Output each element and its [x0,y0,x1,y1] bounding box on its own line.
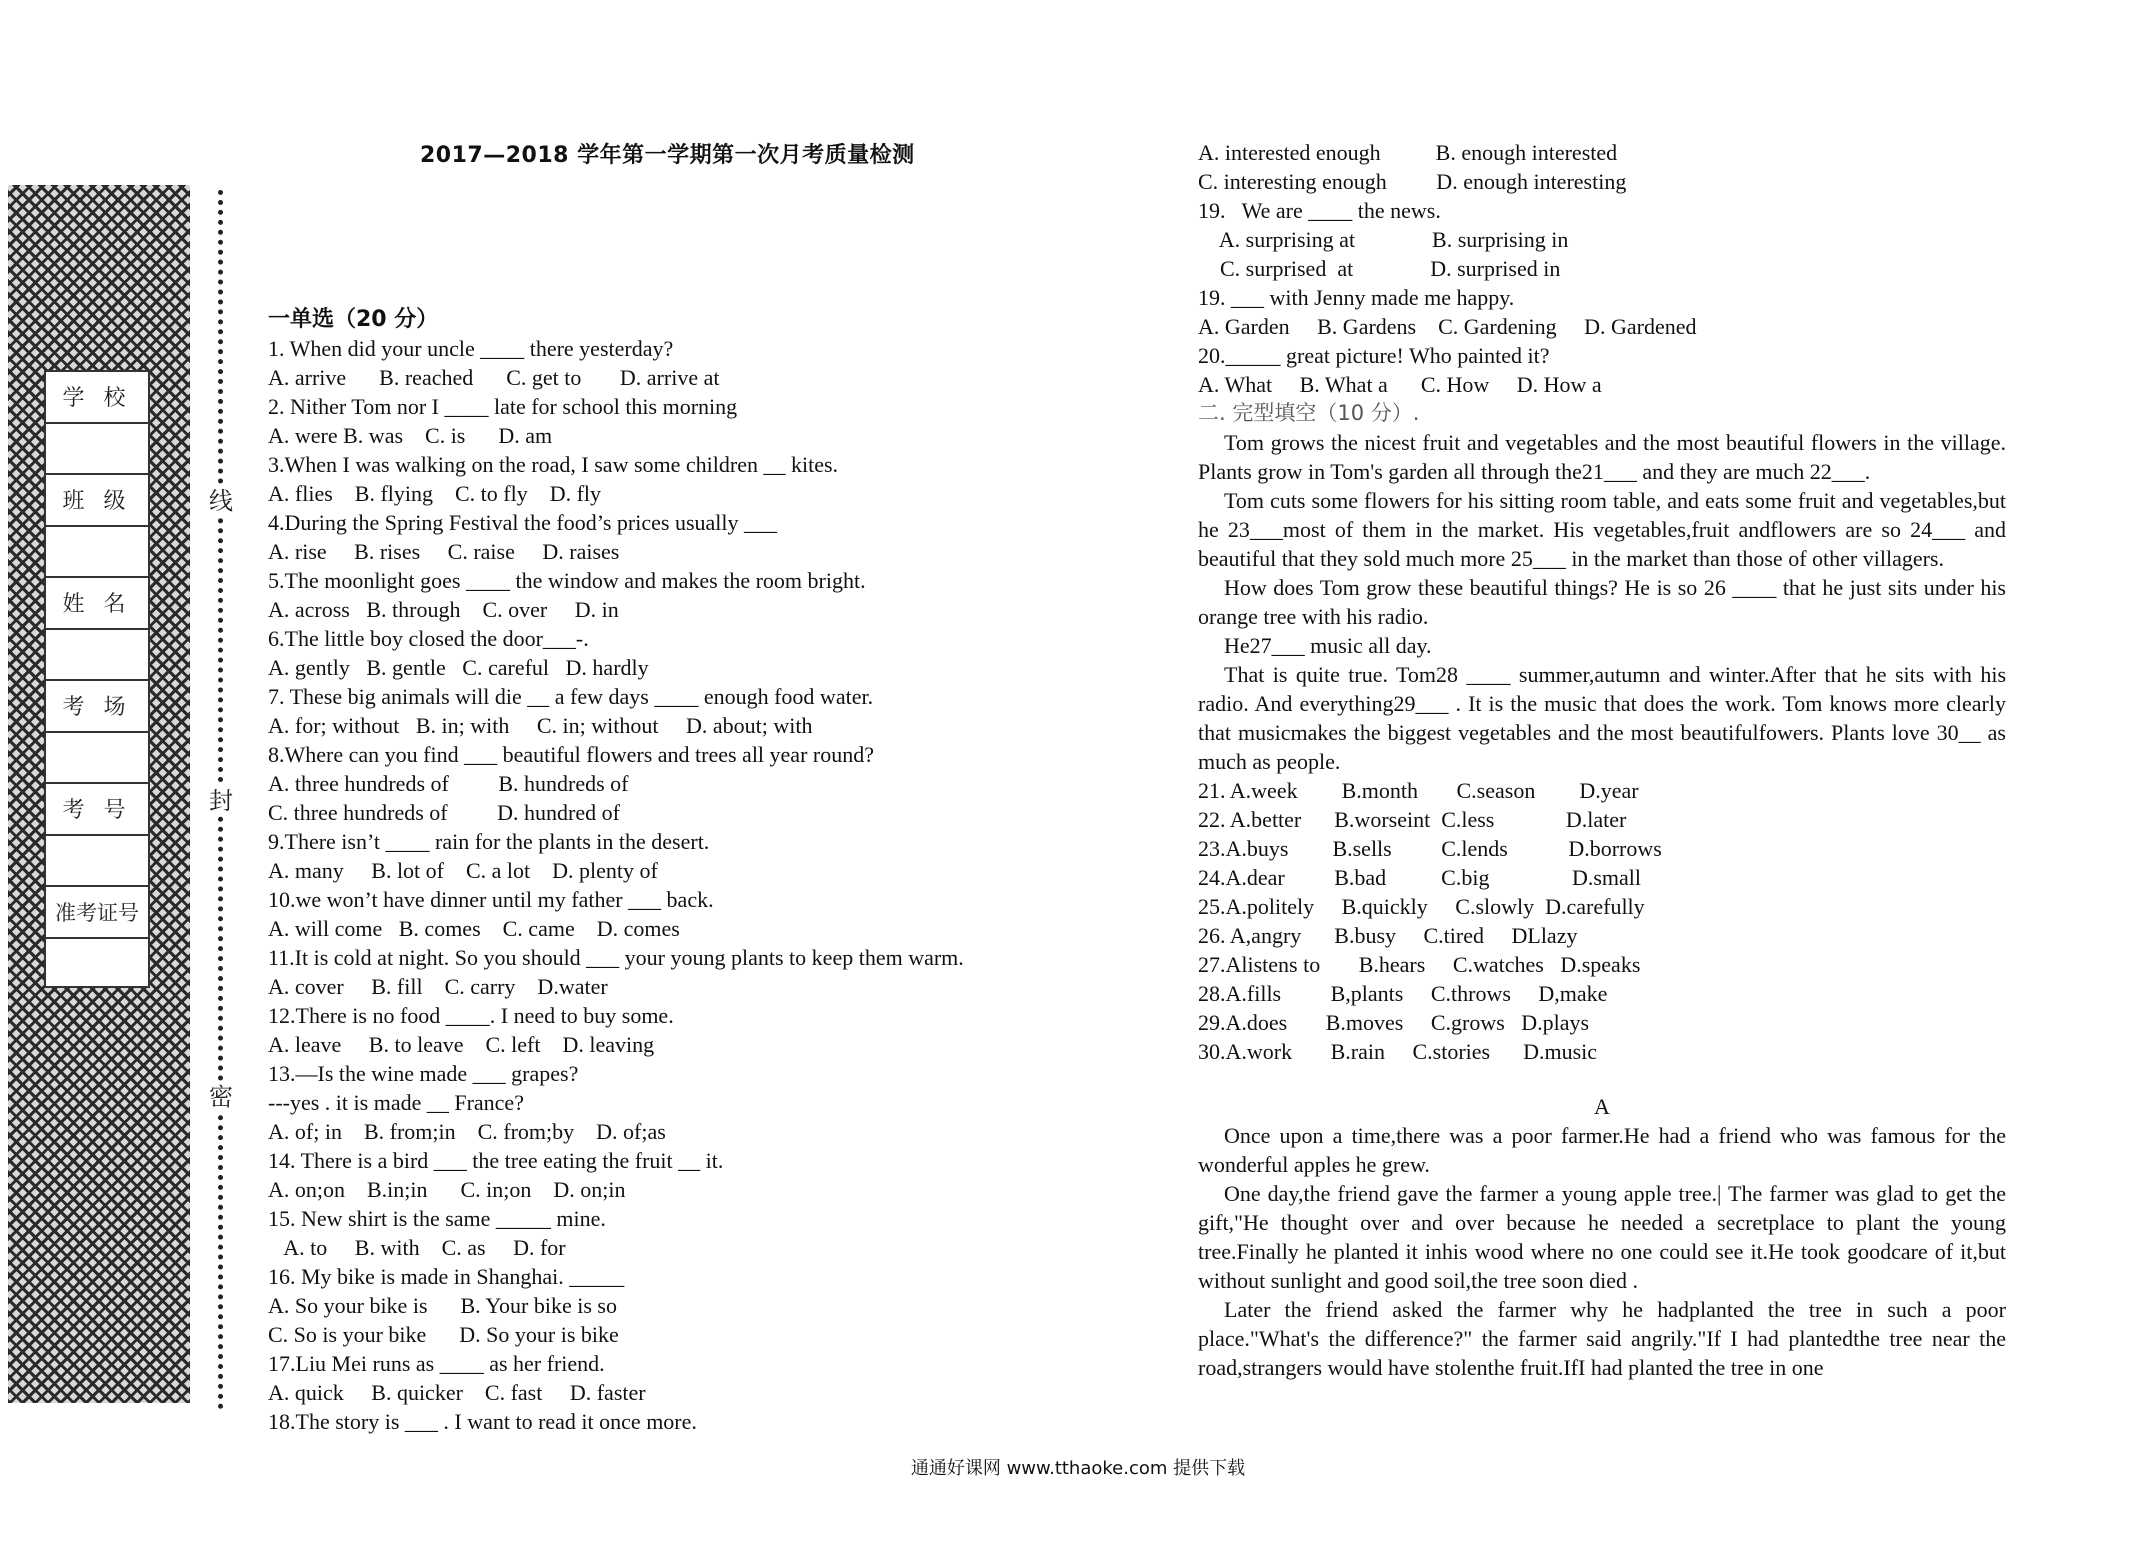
seal-char-line: 线 [209,487,233,515]
passage-paragraph: He27___ music all day. [1224,633,1432,658]
question-line: 8.Where can you find ___ beautiful flowers and trees all year round? [268,742,874,767]
question-line: C. surprised at D. surprised in [1198,256,1561,281]
question-line: 3.When I was walking on the road, I saw some children __ kites. [268,452,839,477]
question-line: 14. There is a bird ___ the tree eating the fruit __ it. [268,1148,724,1173]
question-line: 7. These big animals will die __ a few days ____ enough food water. [268,684,874,709]
question-line: 11.It is cold at night. So you should ___ your young plants to keep them warm. [268,945,964,970]
question-line: 19. We are ____ the news. [1198,198,1441,223]
option-line: 25.A.politely B.quickly C.slowly D.carefully [1198,894,1645,919]
field-admission-blank [46,939,148,991]
option-line: 28.A.fills B,plants C.throws D,make [1198,981,1608,1006]
passage-paragraph: Tom cuts some flowers for his sitting room table, and eats some fruit and vegetables,but he 23___most of them in the market. His vegetables,fruit andflowers are so 24___ and beautiful that they sold much more 25___ in the market than those of other villagers. [1198,488,2006,571]
passage-paragraph: How does Tom grow these beautiful things? He is so 26 ____ that he just sits under his orange tree with his radio. [1198,575,2006,629]
field-admission-label: 准考证号 [46,887,148,939]
passage-paragraph: Tom grows the nicest fruit and vegetables and the most beautiful flowers in the village. Plants grow in Tom's garden all through the21___ and they are much 22___. [1198,430,2006,484]
field-school-label: 学 校 [46,372,148,424]
question-line: A. So your bike is B. Your bike is so [268,1293,617,1318]
option-line: 29.A.does B.moves C.grows D.plays [1198,1010,1590,1035]
question-line: A. surprising at B. surprising in [1198,227,1569,252]
question-line: A. for; without B. in; with C. in; without D. about; with [268,713,813,738]
question-line: A. arrive B. reached C. get to D. arrive at [268,365,720,390]
question-line: 9.There isn’t ____ rain for the plants in the desert. [268,829,710,854]
question-line: A. of; in B. from;in C. from;by D. of;as [268,1119,666,1144]
footer-credit: 通通好课网 www.tthaoke.com 提供下载 [910,1458,1246,1479]
question-line: A. will come B. comes C. came D. comes [268,916,680,941]
field-school-blank [46,424,148,476]
field-name-label: 姓 名 [46,578,148,630]
question-line: A. Garden B. Gardens C. Gardening D. Gardened [1198,314,1697,339]
student-info-box [44,370,150,988]
question-line: A. interested enough B. enough interested [1198,140,1618,165]
question-line: ---yes . it is made __ France? [268,1090,524,1115]
cloze-options [1198,776,2006,1066]
question-line: 17.Liu Mei runs as ____ as her friend. [268,1351,605,1376]
question-line: 12.There is no food ____. I need to buy some. [268,1003,674,1028]
field-class-label: 班 级 [46,475,148,527]
question-line: A. leave B. to leave C. left D. leaving [268,1032,655,1057]
question-line: A. gently B. gentle C. careful D. hardly [268,655,649,680]
question-line: A. flies B. flying C. to fly D. fly [268,481,602,506]
cloze-heading: 二. 完型填空（10 分）. [1198,401,1420,425]
seal-char-secret: 密 [209,1083,233,1111]
question-line: A. across B. through C. over D. in [268,597,619,622]
reading-passage [1198,1121,2006,1382]
option-line: 22. A.better B.worseint C.less D.later [1198,807,1627,832]
passage-paragraph: That is quite true. Tom28 ____ summer,autumn and winter.After that he sits with his radio. And everything29___ . It is the music that does the work. Tom knows more clearly that musicmakes the biggest vegetables and the most beautifulfowers. Plants love 30__ as much as people. [1198,662,2006,774]
question-line: A. rise B. rises C. raise D. raises [268,539,620,564]
option-line: 24.A.dear B.bad C.big D.small [1198,865,1642,890]
field-class-blank [46,527,148,579]
question-line: A. to B. with C. as D. for [268,1235,566,1260]
question-line: 10.we won’t have dinner until my father ___ back. [268,887,714,912]
question-line: A. many B. lot of C. a lot D. plenty of [268,858,658,883]
seal-char-seal: 封 [209,787,233,815]
option-line: 30.A.work B.rain C.stories D.music [1198,1039,1598,1064]
question-line: 4.During the Spring Festival the food’s prices usually ___ [268,510,777,535]
question-line: 18.The story is ___ . I want to read it once more. [268,1409,697,1434]
passage-label: A [1594,1094,1610,1119]
question-line: A. three hundreds of B. hundreds of [268,771,629,796]
field-number-blank [46,836,148,888]
question-line: 2. Nither Tom nor I ____ late for school this morning [268,394,738,419]
left-question-list [268,334,1108,1436]
field-room-label: 考 场 [46,681,148,733]
exam-title: 2017—2018 学年第一学期第一次月考质量检测 [420,143,915,168]
field-room-blank [46,733,148,785]
passage-paragraph: One day,the friend gave the farmer a young apple tree.| The farmer was glad to get the gift,"He thought over and over because he needed a secretplace to plant the young tree.Finally he planted it inhis wood where no one could see it.He took goodcare of it,but without sunlight and good soil,the tree soon died . [1198,1181,2006,1293]
question-line: A. quick B. quicker C. fast D. faster [268,1380,646,1405]
question-line: 20._____ great picture! Who painted it? [1198,343,1550,368]
option-line: 21. A.week B.month C.season D.year [1198,778,1639,803]
question-line: 16. My bike is made in Shanghai. _____ [268,1264,625,1289]
passage-paragraph: Once upon a time,there was a poor farmer.He had a friend who was famous for the wonderful apples he grew. [1198,1123,2006,1177]
question-line: C. interesting enough D. enough interesting [1198,169,1627,194]
question-line: A. were B. was C. is D. am [268,423,553,448]
question-line: C. So is your bike D. So your is bike [268,1322,619,1347]
question-line: 1. When did your uncle ____ there yesterday? [268,336,674,361]
option-line: 26. A,angry B.busy C.tired DLlazy [1198,923,1578,948]
question-line: A. cover B. fill C. carry D.water [268,974,608,999]
right-column [1198,138,2006,1382]
field-name-blank [46,630,148,682]
passage-paragraph: Later the friend asked the farmer why he hadplanted the tree in such a poor place."What's the difference?" the farmer said angrily."If I had plantedthe tree near the road,strangers would have stolenthe fruit.IfI had planted the tree in one [1198,1297,2006,1380]
question-line: 19. ___ with Jenny made me happy. [1198,285,1515,310]
question-line: 6.The little boy closed the door___-. [268,626,589,651]
question-line: 15. New shirt is the same _____ mine. [268,1206,606,1231]
option-line: 23.A.buys B.sells C.lends D.borrows [1198,836,1662,861]
question-line: 13.—Is the wine made ___ grapes? [268,1061,579,1086]
right-question-list [1198,138,2006,399]
section1-heading: 一单选（20 分） [268,307,439,332]
question-line: A. on;on B.in;in C. in;on D. on;in [268,1177,626,1202]
question-line: C. three hundreds of D. hundred of [268,800,620,825]
question-line: 5.The moonlight goes ____ the window and makes the room bright. [268,568,866,593]
field-number-label: 考 号 [46,784,148,836]
cloze-passage [1198,428,2006,776]
question-line: A. What B. What a C. How D. How a [1198,372,1602,397]
option-line: 27.Alistens to B.hears C.watches D.speaks [1198,952,1641,977]
